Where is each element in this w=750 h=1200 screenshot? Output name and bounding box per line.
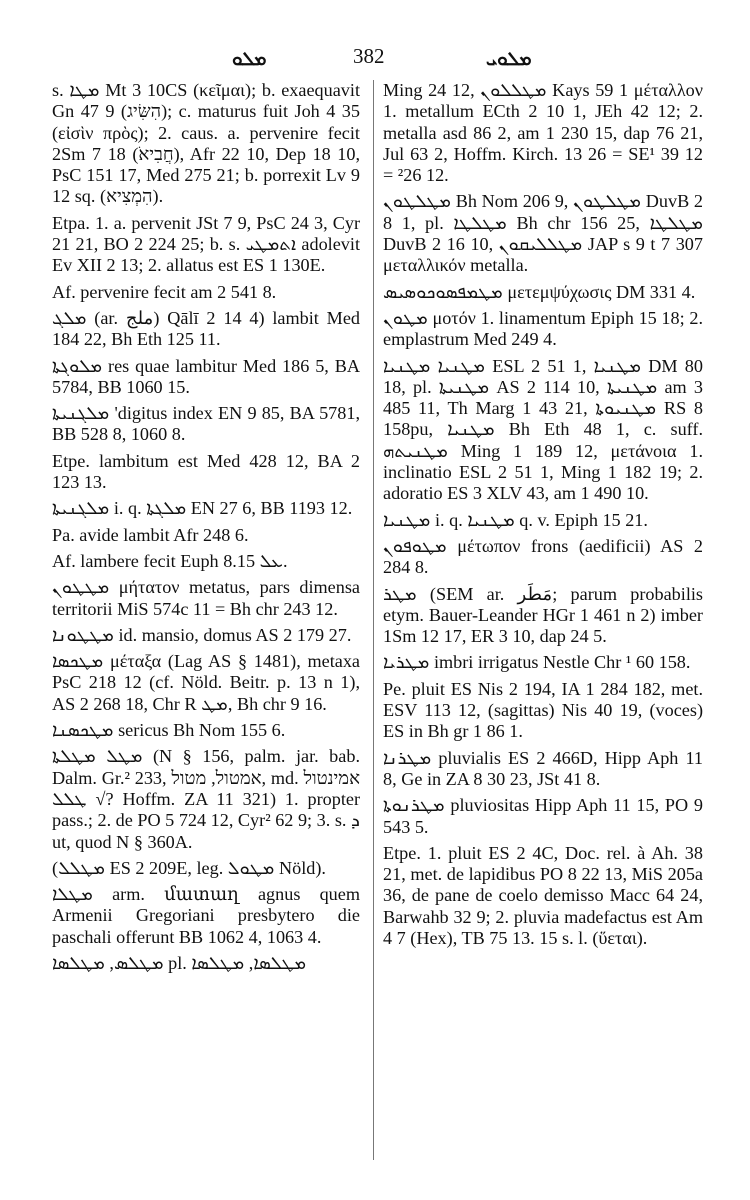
dictionary-entry: ܡܛܢܝܐ i. q. ܡܛܢܝܐ q. v. Epiph 15 21. [383, 509, 648, 530]
dictionary-entry: Etpe. 1. pluit ES 2 4C, Doc. rel. à Ah. 38 21, met. de lapidibus PO 8 22 13, MiS 205a 36, de pane de coelo demisso Macc 64 24, Barwahb 32 9; 2. pluvia madefactus est Am 4 7 (Hex), TB 75 13. 15 s. l. (ὕεται). [383, 842, 703, 948]
dictionary-entry: Af. lambere fecit Euph ܥܠ 8.15. [52, 550, 288, 571]
dictionary-entry: ܡܛܘܢ μοτόν 1. linamentum Epiph 15 18; 2. emplastrum Med 249 4. [383, 307, 703, 350]
dictionary-entry: Etpe. lambitum est Med 428 12, BA 2 123 13. [52, 450, 360, 493]
dictionary-entry: Pa. avide lambit Afr 248 6. [52, 524, 249, 545]
dictionary-entry: ܡܠܘܓܬܐ res quae lambitur Med 186 5, BA 5784, BB 1060 15. [52, 355, 360, 397]
left-column [52, 80, 360, 979]
dictionary-entry: Etpa. 1. a. pervenit JSt 7 9, PsC 24 3, Cyr 21 21, BO 2 224 25; b. s. ܐܬܡܛܝ adolevit Ev XII 2 13; 2. allatus est ES 1 130E. [52, 212, 360, 276]
dictionary-entry: ܡܛܠܐ arm. մատաղ agnus quem Armenii Gregoriani presbytero die paschali offerunt BB 1062 4, 1063 4. [52, 884, 360, 947]
dictionary-entry: ܡܛܪܢܘܬܐ pluviositas Hipp Aph 11 15, PO 9 543 5. [383, 795, 703, 837]
dictionary-entry: Pe. pluit ES Nis 2 194, IA 1 284 182, met. ESV 113 12, (sagittas) Nis 40 19, (voces) ES in Bh gr 1 86 1. [383, 678, 703, 742]
dictionary-entry: ܡܛܠܣ, ܡܛܠܣܐ pl. ܡܛܠܣܐ, ܡܛܠܣܐ [52, 952, 307, 973]
dictionary-entry: Af. pervenire fecit am 2 541 8. [52, 281, 277, 302]
page-number: 382 [353, 44, 385, 68]
dictionary-entry: ܡܛܟܣܐ μέταξα (Lag AS § 1481), metaxa PsC 218 12 (cf. Nöld. Beitr. p. 13 n 1), AS 2 268 18, Chr R ܡܛ, Bh chr 9 16. [52, 651, 360, 714]
dictionary-entry: ܡܛܢܝܐ ܡܛܢܝܐ ESL 2 51 1, ܡܛܢܝܐ DM 80 18, pl. ܡܛܢܝܬܐ AS 2 114 10, ܡܛܢܝܬܐ am 3 485 11, Th Marg 1 43 21, ܡܛܢܝܘܬܐ RS 8 158pu, ܡܛܢܝܐ Bh Eth 48 1, c. suff. ܡܛܢܝܬܗ Ming 1 189 12, μετάνοια 1. inclinatio ESL 2 51 1, Ming 1 182 19; 2. adoratio ES 3 XLV 43, am 1 490 10. [383, 355, 704, 504]
dictionary-entry: ܡܛܪ (SEM ar. ﻣَﻄَﺮ; parum probabilis etym. Bauer-Leander HGr 1 461 n 2) imber 1Sm 12 17, ER 3 10, dap 24 5. [383, 583, 704, 647]
dictionary-entry: ܡܛܪܢܐ pluvialis ES 2 466D, Hipp Aph 11 8, Ge in ZA 8 30 23, JSt 41 8. [383, 747, 703, 789]
header-left-word: ܡܠܘ [232, 48, 267, 70]
dictionary-entry: ܡܛܛܘܢ μήτατον metatus, pars dimensa territorii MiS 574c 11 = Bh chr 243 12. [52, 577, 360, 619]
dictionary-entry: Ming 24 12, ܡܛܠܠܘܢ Kays 59 1 μέταλλον 1. metallum ECth 2 10 1, JEh 42 12; 2. metalla asd 86 2, am 1 230 15, dap 76 21, Jul 63 2, Hoffm. Kirch. 13 26 = SE¹ 39 12 = ²26 12. [383, 80, 703, 186]
dictionary-entry: (ܡܛܠܠ ES 2 209E, leg. ܡܛܘܠ Nöld). [52, 857, 326, 878]
dictionary-entry: ܡܛܟܣܢܐ sericus Bh Nom 155 6. [52, 720, 286, 741]
column-divider [373, 80, 374, 1160]
header-right-word: ܡܠܘܝ [486, 48, 532, 70]
dictionary-entry: ܡܠܓ (ar. ‎ﻣﻠﺞ) Qālī 2 14 4) lambit Med 184 22, Bh Eth 125 11. [52, 307, 360, 350]
right-column [383, 80, 703, 954]
dictionary-entry: ܡܛܪܝܐ imbri irrigatus Nestle Chr ¹ 60 158. [383, 652, 691, 673]
dictionary-entry: ܡܛܛܘܢܐ id. mansio, domus AS 2 179 27. [52, 624, 352, 645]
dictionary-entry: ܡܛܠܛܘܢ Bh Nom 206 9, ܡܛܠܛܘܢ DuvB 2 8 1, pl. ܡܛܠܛܐ Bh chr 156 25, ܡܛܠܛܐ DuvB 2 16 10, ܡܛܠܠܝܩܘܢ JAP s 9 t 7 307 μεταλλικόν metalla. [383, 191, 703, 276]
dictionary-entry: ܡܛܡܦܣܘܟܘܣܝܣ μετεμψύχωσις DM 331 4. [383, 281, 696, 302]
dictionary-entry: ܡܠܓܢܝܬܐ 'digitus index EN 9 85, BA 5781, BB 528 8, 1060 8. [52, 403, 360, 445]
dictionary-entry: ܡܛܠ ܡܛܠܬܐ (N § 156, palm. jar. bab. Dalm. Gr.² 233, אמטול, מטול, md. אמינטול √ ܛܠܠ? Hoffm. ZA 11 321) 1. propter pass.; 2. de PO 5 724 12, Cyr² 62 9; 3. s. ܕ ut, quod N § 360A. [52, 746, 361, 852]
dictionary-entry: ܡܛܘܦܘܢ μέτωπον frons (aedificii) AS 2 284 8. [383, 535, 703, 578]
dictionary-entry: s. ܡܛܐ Mt 3 10CS (κεῖμαι); b. exaequavit Gn 47 9 (הִשִּׂיג); c. maturus fuit Joh 4 35 (εἰσὶν πρὸς); 2. caus. a. pervenire fecit 2Sm 7 18 (חֲבִיאֹ), Afr 22 10, Dep 18 10, PsC 151 17, Med 275 21; b. porrexit Lv 9 12 sq. (הִמְצִיא). [52, 80, 360, 207]
page-header [0, 44, 750, 74]
dictionary-entry: ܡܠܓܢܝܬܐ i. q. ܡܠܓܬܐ EN 27 6, BB 1193 12. [52, 498, 353, 519]
